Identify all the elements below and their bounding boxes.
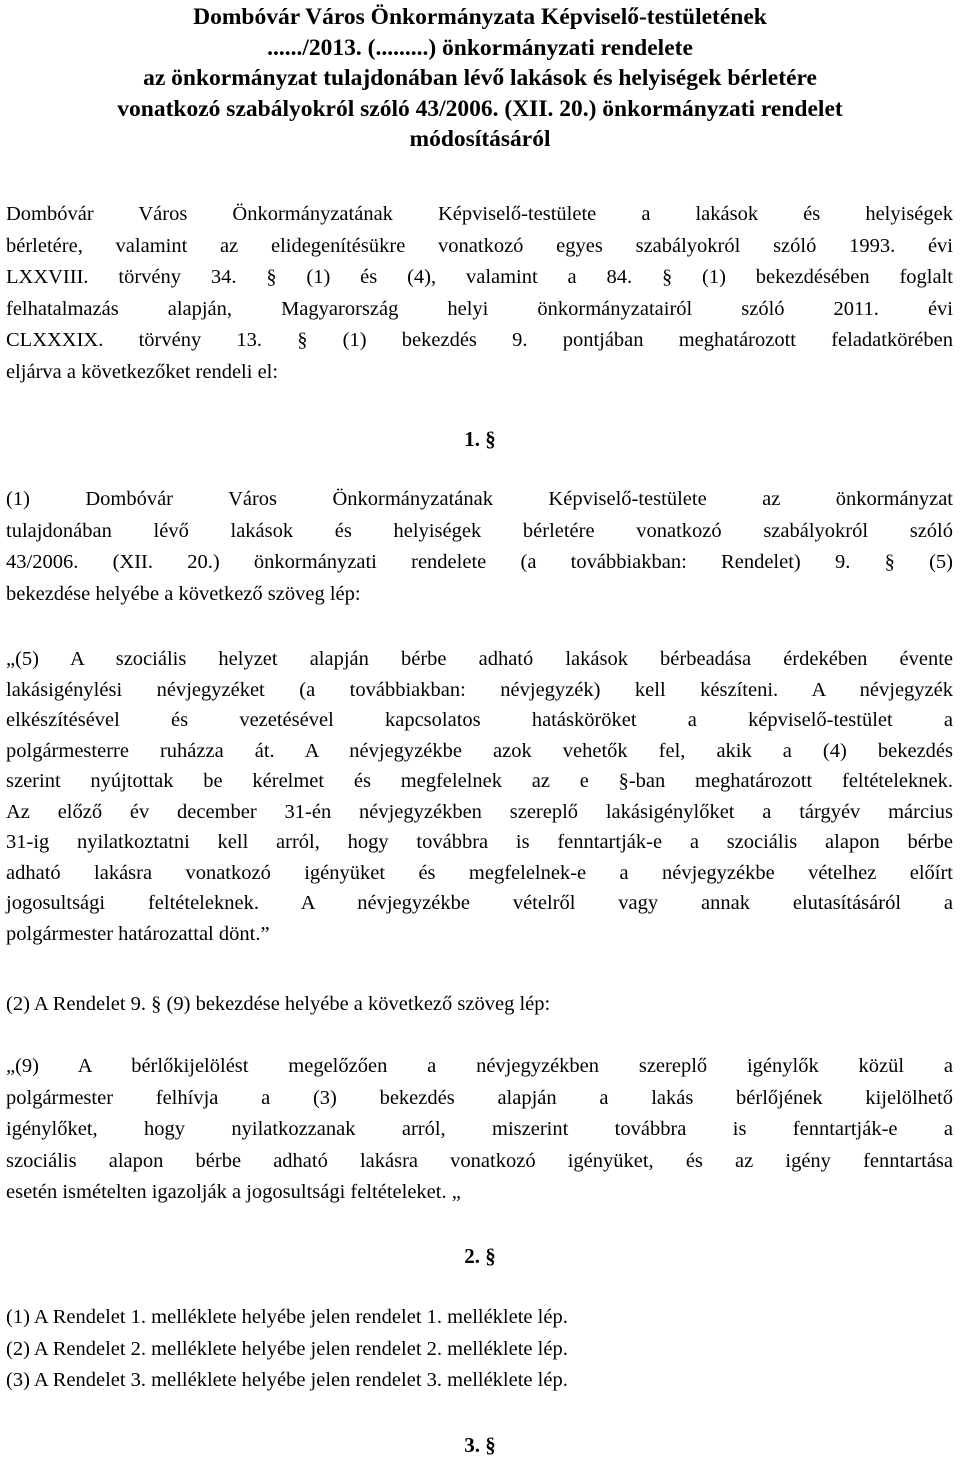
document-title [0, 2, 960, 155]
text-line: „(9) A bérlőkijelölést megelőzően a névjegyzékben szereplő igénylők közül a [6, 1055, 953, 1077]
list-item: (1) A Rendelet 1. melléklete helyébe jelen rendelet 1. melléklete lép. [6, 1306, 568, 1328]
text-line: esetén ismételten igazolják a jogosultsági feltételeket. „ [6, 1181, 461, 1203]
section-1-paragraph-2 [6, 989, 953, 1021]
text-line: CLXXXIX. törvény 13. § (1) bekezdés 9. pontjában meghatározott feladatkörében [6, 329, 953, 351]
text-line: eljárva a következőket rendeli el: [6, 360, 279, 383]
text-line: jogosultsági feltételeknek. A névjegyzékbe vételről vagy annak elutasításáról a [6, 892, 953, 914]
title-line: vonatkozó szabályokról szóló 43/2006. (XII. 20.) önkormányzati rendelet [117, 95, 843, 122]
title-line: az önkormányzat tulajdonában lévő lakások és helyiségek bérletére [143, 65, 817, 91]
list-item: (2) A Rendelet 2. melléklete helyébe jelen rendelet 2. melléklete lép. [6, 1337, 568, 1360]
text-line: felhatalmazás alapján, Magyarország helyi önkormányzatairól szóló 2011. évi [6, 297, 953, 320]
text-line: 43/2006. (XII. 20.) önkormányzati rendelete (a továbbiakban: Rendelet) 9. § (5) [6, 551, 953, 573]
text-line: polgármester felhívja a (3) bekezdés alapján a lakás bérlőjének kijelölhető [6, 1086, 953, 1109]
title-line: ....../2013. (.........) önkormányzati rendelete [267, 34, 693, 61]
text-line: LXXVIII. törvény 34. § (1) és (4), valamint a 84. § (1) bekezdésében foglalt [6, 266, 953, 288]
text-line: polgármester határozattal dönt.” [6, 922, 270, 945]
section-1-paragraph-1 [6, 484, 953, 610]
section-3-heading: 3. § [464, 1433, 496, 1457]
title-line: Dombóvár Város Önkormányzata Képviselő-testületének [193, 4, 767, 30]
text-line: elkészítésével és vezetésével kapcsolatos hatásköröket a képviselő-testület a [6, 709, 953, 731]
section-1-heading: 1. § [464, 427, 496, 451]
text-line: polgármesterre ruházza át. A névjegyzékbe azok vehetők fel, akik a (4) bekezdés [6, 739, 953, 762]
text-line: Az előző év december 31-én névjegyzékben szereplő lakásigénylőket a tárgyév március [6, 800, 953, 823]
preamble-paragraph [6, 199, 953, 388]
text-line: szociális alapon bérbe adható lakásra vonatkozó igényüket, és az igény fenntartása [6, 1149, 953, 1172]
section-2-heading: 2. § [464, 1244, 496, 1268]
text-line: (1) Dombóvár Város Önkormányzatának Képviselő-testülete az önkormányzat [6, 488, 953, 510]
text-line: igénylőket, hogy nyilatkozzanak arról, miszerint továbbra is fenntartják-e a [6, 1118, 953, 1140]
text-line: (2) A Rendelet 9. § (9) bekezdése helyébe a következő szöveg lép: [6, 993, 551, 1015]
text-line: adható lakásra vonatkozó igényüket és megfelelnek-e a névjegyzékbe vételhez előírt [6, 861, 953, 884]
text-line: bekezdése helyébe a következő szöveg lép: [6, 582, 361, 605]
title-line: módosításáról [409, 126, 551, 152]
text-line: tulajdonában lévő lakások és helyiségek bérletére vonatkozó szabályokról szóló [6, 519, 953, 542]
section-1-quote-2 [6, 1051, 953, 1209]
text-line: szerint nyújtottak be kérelmet és megfelelnek az e §-ban meghatározott feltételeknek. [6, 770, 953, 792]
text-line: „(5) A szociális helyzet alapján bérbe adható lakások bérbeadása érdekében évente [6, 648, 953, 670]
text-line: bérletére, valamint az elidegenítésükre vonatkozó egyes szabályokról szóló 1993. évi [6, 234, 953, 257]
text-line: 31-ig nyilatkoztatni kell arról, hogy továbbra is fenntartják-e a szociális alapon bérbe [6, 831, 953, 853]
text-line: Dombóvár Város Önkormányzatának Képviselő-testülete a lakások és helyiségek [6, 203, 953, 225]
section-2-list [6, 1302, 953, 1397]
list-item: (3) A Rendelet 3. melléklete helyébe jelen rendelet 3. melléklete lép. [6, 1369, 568, 1391]
text-line: lakásigénylési névjegyzéket (a továbbiakban: névjegyzék) kell készíteni. A névjegyzék [6, 678, 953, 701]
section-1-quote-1 [6, 644, 953, 949]
